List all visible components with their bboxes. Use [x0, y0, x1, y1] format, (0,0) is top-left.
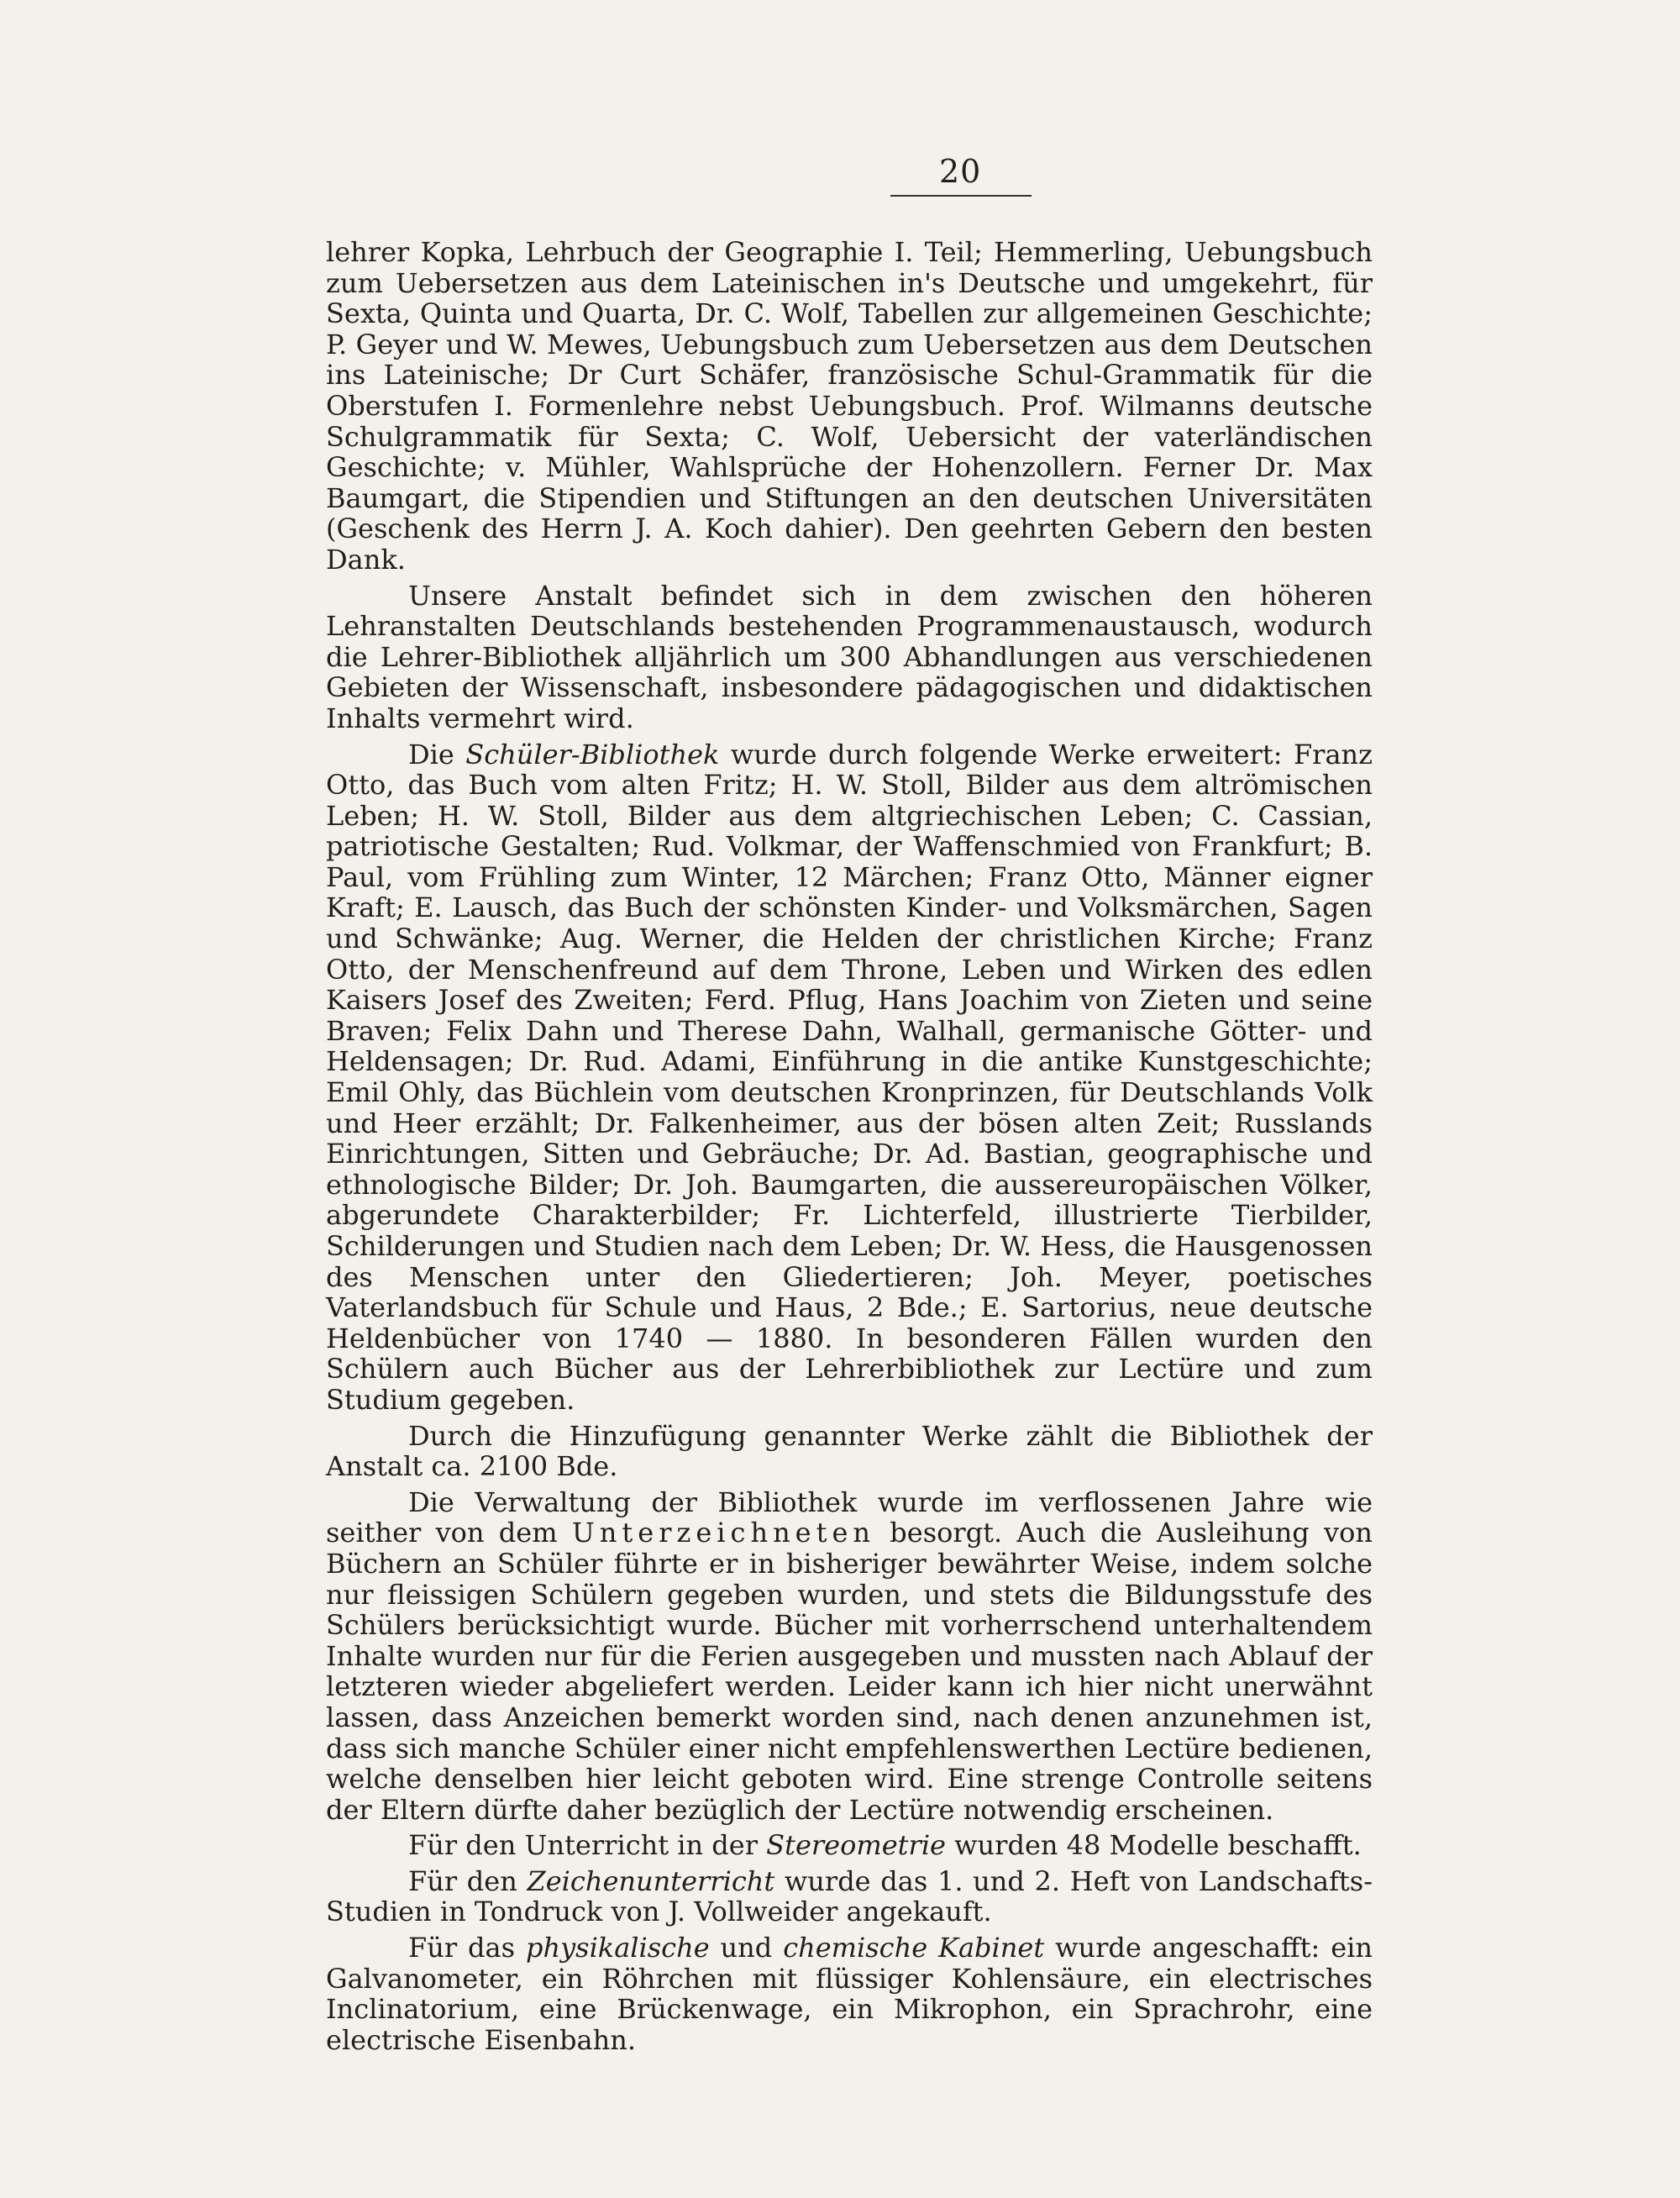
paragraph-drawing	[326, 1866, 1373, 1927]
paragraph-middle: und	[709, 1932, 784, 1964]
paragraph-text: Unsere Anstalt befindet sich in dem zwischen den höheren Lehranstalten Deutschlands bestehenden Programmenaustausch, wodurch die Lehrer-Bibliothek alljährlich um 300 Abhandlungen aus verschiedenen Gebieten der Wissenschaft, insbesondere pädagogischen und didaktischen Inhalts vermehrt wird.	[326, 579, 1373, 734]
body-text	[326, 237, 1373, 2055]
page-number-rule	[890, 195, 1032, 197]
paragraph-stereometry	[326, 1830, 1373, 1861]
paragraph-student-library	[326, 739, 1373, 1416]
spaced-term: Unterzeichneten	[571, 1517, 876, 1549]
page-number: 20	[939, 153, 982, 190]
italic-term: chemische Kabinet	[783, 1932, 1045, 1964]
paragraph-library-count	[326, 1421, 1373, 1482]
paragraph-program-exchange	[326, 581, 1373, 734]
italic-term: Stereometrie	[766, 1829, 946, 1862]
paragraph-library-administration	[326, 1487, 1373, 1826]
paragraph-text: lehrer Kopka, Lehrbuch der Geographie I. Teil; Hemmerling, Uebungsbuch zum Uebersetzen aus dem Lateinischen in's Deutsche und umgekehrt, für Sexta, Quinta und Quarta, Dr. C. Wolf, Tabellen zur allgemeinen Geschichte; P. Geyer und W. Mewes, Uebungsbuch zum Uebersetzen aus dem Deutschen ins Lateinische; Dr Curt Schäfer, französische Schul-Grammatik für die Oberstufen I. Formenlehre nebst Uebungsbuch. Prof. Wilmanns deutsche Schulgrammatik für Sexta; C. Wolf, Uebersicht der vaterländischen Geschichte; v. Mühler, Wahlsprüche der Hohenzollern. Ferner Dr. Max Baumgart, die Stipendien und Stiftungen an den deutschen Universitäten (Geschenk des Herrn J. A. Koch dahier). Den geehrten Gebern den besten Dank.	[326, 236, 1373, 576]
italic-term: physikalische	[525, 1932, 710, 1964]
italic-term: Zeichenunterricht	[527, 1864, 775, 1897]
paragraph-lead: Für den	[408, 1864, 528, 1897]
paragraph-lead: Die	[408, 738, 466, 770]
paragraph-text: Durch die Hinzufügung genannter Werke zählt die Bibliothek der Anstalt ca. 2100 Bde.	[326, 1419, 1373, 1483]
paragraph-lead: Für den Unterricht in der	[408, 1829, 767, 1862]
paragraph-text: wurden 48 Modelle beschafft.	[945, 1829, 1362, 1862]
paragraph-text: wurde das 1. und 2. Heft von Landschafts-Studien in Tondruck von J. Vollweider angekauft.	[326, 1864, 1373, 1928]
paragraph-textbook-list	[326, 237, 1373, 576]
paragraph-physics-cabinet	[326, 1932, 1373, 2055]
paragraph-text: besorgt. Auch die Ausleihung von Büchern an Schüler führte er in bisheriger bewährter Weise, indem solche nur fleissigen Schülern gegeben wurden, und stets die Bildungsstufe des Schülers berücksichtigt wurde. Bücher mit vorherrschend unterhaltendem Inhalte wurden nur für die Ferien ausgegeben und mussten nach Ablauf der letzteren wieder abgeliefert werden. Leider kann ich hier nicht unerwähnt lassen, dass Anzeichen bemerkt worden sind, nach denen anzunehmen ist, dass sich manche Schüler einer nicht empfehlenswerthen Lectüre bedienen, welche denselben hier leicht geboten wird. Eine strenge Controlle seitens der Eltern dürfte daher bezüglich der Lectüre notwendig erscheinen.	[326, 1517, 1373, 1826]
paragraph-text: wurde angeschafft: ein Galvanometer, ein Röhrchen mit flüssiger Kohlensäure, ein electrisches Inclinatorium, eine Brückenwage, ein Mikrophon, ein Sprachrohr, eine electrische Eisenbahn.	[326, 1932, 1373, 2056]
paragraph-text: wurde durch folgende Werke erweitert: Franz Otto, das Buch vom alten Fritz; H. W. Stoll, Bilder aus dem altrömischen Leben; H. W. Stoll, Bilder aus dem altgriechischen Leben; C. Cassian, patriotische Gestalten; Rud. Volkmar, der Waffenschmied von Frankfurt; B. Paul, vom Frühling zum Winter, 12 Märchen; Franz Otto, Männer eigner Kraft; E. Lausch, das Buch der schönsten Kinder- und Volksmärchen, Sagen und Schwänke; Aug. Werner, die Helden der christlichen Kirche; Franz Otto, der Menschenfreund auf dem Throne, Leben und Wirken des edlen Kaisers Josef des Zweiten; Ferd. Pflug, Hans Joachim von Zieten und seine Braven; Felix Dahn und Therese Dahn, Walhall, germanische Götter- und Heldensagen; Dr. Rud. Adami, Einführung in die antike Kunstgeschichte; Emil Ohly, das Büchlein vom deutschen Kronprinzen, für Deutschlands Volk und Heer erzählt; Dr. Falkenheimer, aus der bösen alten Zeit; Russlands Einrichtungen, Sitten und Gebräuche; Dr. Ad. Bastian, geographische und ethnologische Bilder; Dr. Joh. Baumgarten, die aussereuropäischen Völker, abgerundete Charakterbilder; Fr. Lichterfeld, illustrierte Tierbilder, Schilderungen und Studien nach dem Leben; Dr. W. Hess, die Hausgenossen des Menschen unter den Gliedertieren; Joh. Meyer, poetisches Vaterlandsbuch für Schule und Haus, 2 Bde.; E. Sartorius, neue deutsche Heldenbücher von 1740 — 1880. In besonderen Fällen wurden den Schülern auch Bücher aus der Lehrerbibliothek zur Lectüre und zum Studium gegeben.	[326, 738, 1373, 1416]
italic-term: Schüler-Bibliothek	[465, 738, 720, 770]
paragraph-lead: Für das	[408, 1932, 526, 1964]
paragraph-lead: Die Verwaltung der Bibliothek wurde im verflossenen Jahre wie seither von dem	[326, 1485, 1373, 1549]
